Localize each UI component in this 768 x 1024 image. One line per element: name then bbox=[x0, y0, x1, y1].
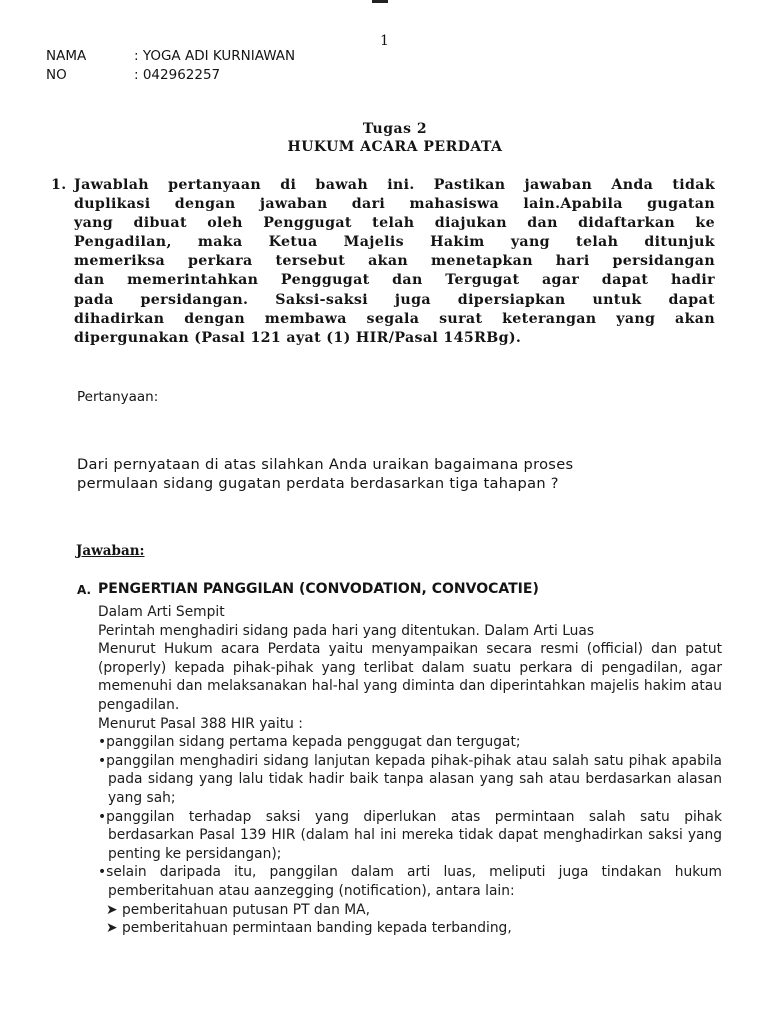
answer-body bbox=[98, 603, 722, 938]
narrow-definition-text: Perintah menghadiri sidang pada hari yang ditentukan. Dalam Arti Luas bbox=[98, 622, 595, 639]
question-line: dihadirkan dengan membawa segala surat keterangan yang akan bbox=[74, 310, 715, 327]
assignment-title: Tugas 2 bbox=[362, 121, 428, 137]
broad-definition-text: Menurut Hukum acara Perdata yaitu menyampaikan secara resmi (official) dan patut (properly) kepada pihak-pihak yang terlibat dalam suatu perkara di pengadilan, agar memenuhi dan melaksanakan hal-hal yang diminta dan diperintahkan majelis hakim atau pengadilan. bbox=[98, 641, 722, 713]
student-number-value: : 042962257 bbox=[134, 67, 221, 83]
question-line: dan memerintahkan Penggugat dan Tergugat agar dapat hadir bbox=[74, 272, 715, 289]
bullet-item: •panggilan menghadiri sidang lanjutan kepada pihak-pihak atau salah satu pihak apabila pada sidang yang lalu tidak hadir baik tanpa alasan yang sah atau berdasarkan alasan yang sah; bbox=[98, 752, 722, 806]
top-edge-mark bbox=[372, 0, 388, 3]
question-number: 1. bbox=[51, 177, 67, 193]
prompt-line: permulaan sidang gugatan perdata berdasarkan tiga tahapan ? bbox=[77, 475, 559, 492]
prompt-line: Dari pernyataan di atas silahkan Anda uraikan bagaimana proses bbox=[77, 456, 574, 473]
student-number-label: NO bbox=[46, 67, 67, 83]
pertanyaan-label: Pertanyaan: bbox=[77, 389, 159, 405]
section-a-marker: A. bbox=[77, 583, 92, 597]
question-text bbox=[74, 176, 715, 348]
name-label: NAMA bbox=[46, 48, 87, 64]
question-line: Pengadilan, maka Ketua Majelis Hakim yang telah ditunjuk bbox=[74, 234, 715, 251]
question-line: dipergunakan (Pasal 121 ayat (1) HIR/Pasal 145RBg). bbox=[74, 329, 522, 346]
question-line: Jawablah pertanyaan di bawah ini. Pastikan jawaban Anda tidak bbox=[74, 177, 715, 193]
bullet-item: •panggilan terhadap saksi yang diperlukan atas permintaan salah satu pihak berdasarkan Pasal 139 HIR (dalam hal ini mereka tidak dapat menghadirkan saksi yang penting ke persidangan); bbox=[98, 808, 722, 862]
page-number: 1 bbox=[380, 33, 389, 49]
question-block bbox=[51, 176, 715, 348]
question-line: yang dibuat oleh Penggugat telah diajukan dan didaftarkan ke bbox=[74, 215, 715, 232]
section-a-title: PENGERTIAN PANGGILAN (CONVODATION, CONVOCATIE) bbox=[98, 581, 539, 597]
question-line: memeriksa perkara tersebut akan menetapkan hari persidangan bbox=[74, 253, 715, 270]
course-title: HUKUM ACARA PERDATA bbox=[287, 139, 503, 155]
sub-bullet-item: ➤ pemberitahuan putusan PT dan MA, bbox=[106, 901, 370, 918]
pasal-intro: Menurut Pasal 388 HIR yaitu : bbox=[98, 715, 303, 732]
sub-bullet-item: ➤ pemberitahuan permintaan banding kepada terbanding, bbox=[106, 920, 512, 937]
name-value: : YOGA ADI KURNIAWAN bbox=[134, 48, 296, 64]
bullet-item: •selain daripada itu, panggilan dalam arti luas, meliputi juga tindakan hukum pemberitahuan atau aanzegging (notification), antara lain: bbox=[98, 864, 722, 899]
narrow-definition-heading: Dalam Arti Sempit bbox=[98, 604, 225, 620]
bullet-item: •panggilan sidang pertama kepada penggugat dan tergugat; bbox=[98, 734, 521, 751]
question-line: duplikasi dengan jawaban dari mahasiswa lain.Apabila gugatan bbox=[74, 196, 715, 213]
jawaban-label: Jawaban: bbox=[76, 543, 145, 559]
student-number-row bbox=[46, 67, 220, 83]
question-line: pada persidangan. Saksi-saksi juga dipersiapkan untuk dapat bbox=[74, 291, 715, 308]
prompt-text bbox=[77, 455, 573, 493]
name-row bbox=[46, 48, 295, 64]
